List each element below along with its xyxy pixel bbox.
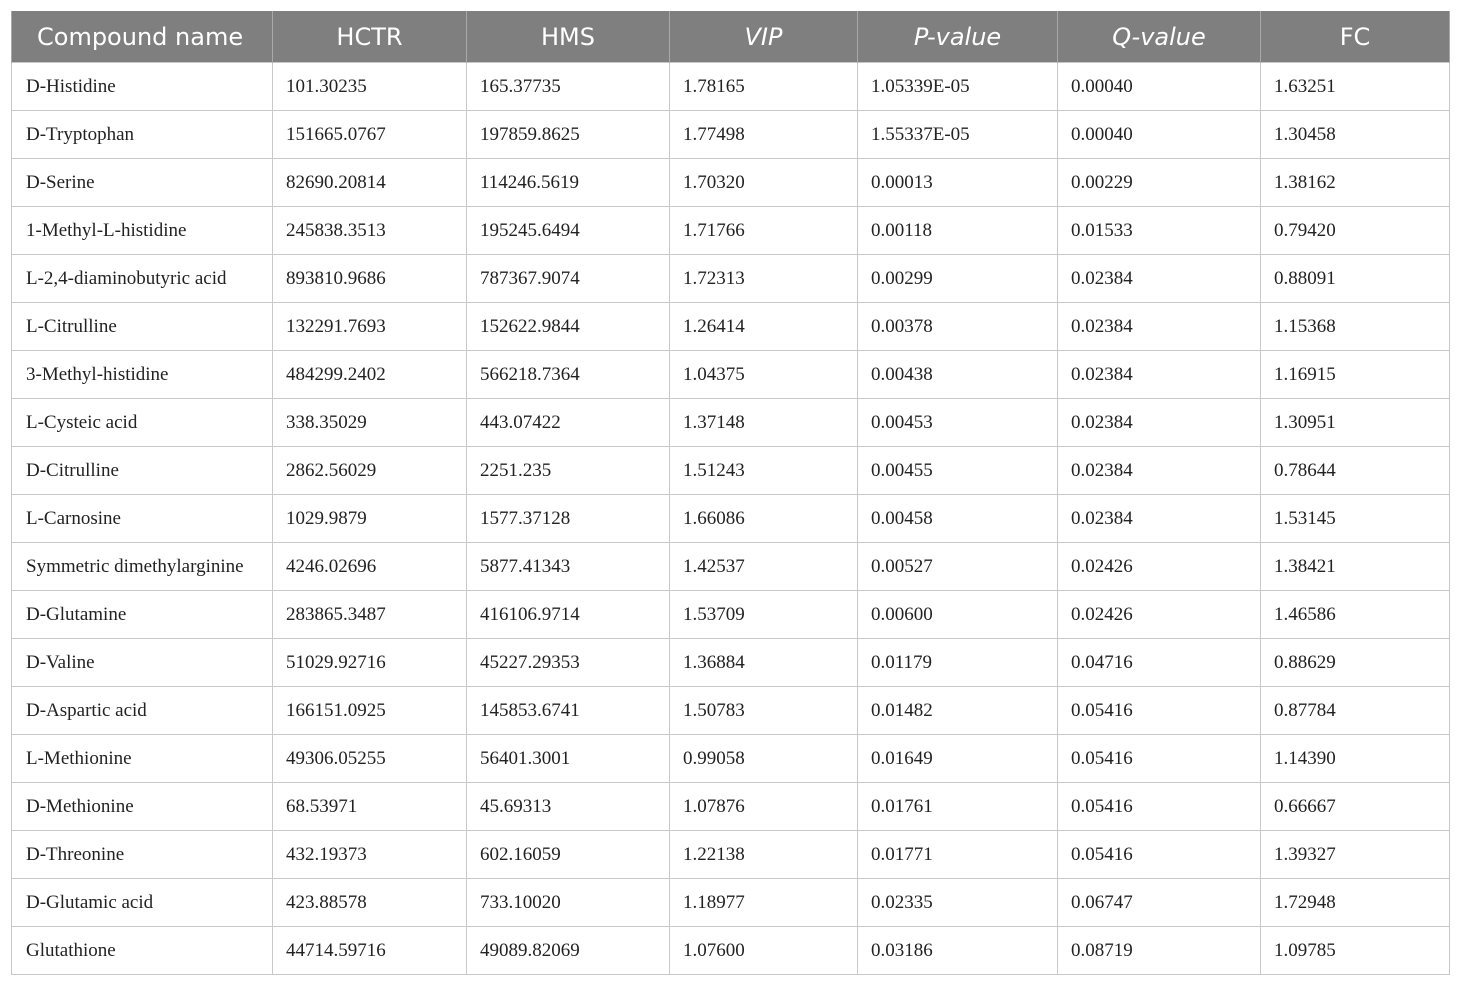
vip-cell: 1.50783 xyxy=(670,687,858,735)
hms-cell: 45227.29353 xyxy=(467,639,670,687)
hctr-cell: 283865.3487 xyxy=(273,591,467,639)
header-fc: FC xyxy=(1261,11,1450,63)
compound-name-cell: D-Aspartic acid xyxy=(12,687,273,735)
compound-name-cell: 1-Methyl-L-histidine xyxy=(12,207,273,255)
p-value-cell: 0.00378 xyxy=(858,303,1058,351)
compound-name-cell: L-Methionine xyxy=(12,735,273,783)
fc-cell: 0.87784 xyxy=(1261,687,1450,735)
hms-cell: 566218.7364 xyxy=(467,351,670,399)
p-value-cell: 0.01649 xyxy=(858,735,1058,783)
q-value-cell: 0.02384 xyxy=(1058,303,1261,351)
fc-cell: 1.38421 xyxy=(1261,543,1450,591)
q-value-cell: 0.02384 xyxy=(1058,495,1261,543)
q-value-cell: 0.05416 xyxy=(1058,831,1261,879)
q-value-cell: 0.05416 xyxy=(1058,687,1261,735)
p-value-cell: 0.01771 xyxy=(858,831,1058,879)
vip-cell: 1.72313 xyxy=(670,255,858,303)
compound-name-cell: D-Serine xyxy=(12,159,273,207)
vip-cell: 1.36884 xyxy=(670,639,858,687)
compound-name-cell: D-Histidine xyxy=(12,63,273,111)
table-row xyxy=(12,639,1450,687)
fc-cell: 0.66667 xyxy=(1261,783,1450,831)
q-value-cell: 0.06747 xyxy=(1058,879,1261,927)
table-row xyxy=(12,687,1450,735)
q-value-cell: 0.05416 xyxy=(1058,735,1261,783)
q-value-cell: 0.00040 xyxy=(1058,63,1261,111)
p-value-cell: 0.00600 xyxy=(858,591,1058,639)
table-row xyxy=(12,399,1450,447)
table-row xyxy=(12,495,1450,543)
hctr-cell: 82690.20814 xyxy=(273,159,467,207)
vip-cell: 1.66086 xyxy=(670,495,858,543)
table-body xyxy=(12,63,1450,975)
p-value-cell: 0.03186 xyxy=(858,927,1058,975)
compound-name-cell: D-Tryptophan xyxy=(12,111,273,159)
header-hctr: HCTR xyxy=(273,11,467,63)
header-q-value: Q-value xyxy=(1058,11,1261,63)
p-value-cell: 0.00013 xyxy=(858,159,1058,207)
hms-cell: 5877.41343 xyxy=(467,543,670,591)
table-row xyxy=(12,783,1450,831)
table-row xyxy=(12,591,1450,639)
fc-cell: 1.14390 xyxy=(1261,735,1450,783)
fc-cell: 1.15368 xyxy=(1261,303,1450,351)
compound-name-cell: Symmetric dimethylarginine xyxy=(12,543,273,591)
table-row xyxy=(12,159,1450,207)
hms-cell: 114246.5619 xyxy=(467,159,670,207)
hms-cell: 416106.9714 xyxy=(467,591,670,639)
fc-cell: 1.72948 xyxy=(1261,879,1450,927)
hms-cell: 2251.235 xyxy=(467,447,670,495)
q-value-cell: 0.00229 xyxy=(1058,159,1261,207)
vip-cell: 1.51243 xyxy=(670,447,858,495)
p-value-cell: 0.00455 xyxy=(858,447,1058,495)
q-value-cell: 0.00040 xyxy=(1058,111,1261,159)
q-value-cell: 0.02384 xyxy=(1058,447,1261,495)
table-row xyxy=(12,207,1450,255)
hms-cell: 1577.37128 xyxy=(467,495,670,543)
table-row xyxy=(12,927,1450,975)
fc-cell: 1.38162 xyxy=(1261,159,1450,207)
compound-table xyxy=(11,11,1450,975)
p-value-cell: 0.00458 xyxy=(858,495,1058,543)
compound-name-cell: 3-Methyl-histidine xyxy=(12,351,273,399)
compound-name-cell: D-Citrulline xyxy=(12,447,273,495)
p-value-cell: 0.01761 xyxy=(858,783,1058,831)
hms-cell: 602.16059 xyxy=(467,831,670,879)
compound-name-cell: D-Valine xyxy=(12,639,273,687)
vip-cell: 1.71766 xyxy=(670,207,858,255)
hctr-cell: 51029.92716 xyxy=(273,639,467,687)
hctr-cell: 423.88578 xyxy=(273,879,467,927)
p-value-cell: 1.05339E-05 xyxy=(858,63,1058,111)
hctr-cell: 893810.9686 xyxy=(273,255,467,303)
p-value-cell: 1.55337E-05 xyxy=(858,111,1058,159)
compound-name-cell: D-Glutamine xyxy=(12,591,273,639)
table-row xyxy=(12,879,1450,927)
hms-cell: 195245.6494 xyxy=(467,207,670,255)
hctr-cell: 432.19373 xyxy=(273,831,467,879)
fc-cell: 1.30458 xyxy=(1261,111,1450,159)
vip-cell: 1.04375 xyxy=(670,351,858,399)
q-value-cell: 0.02426 xyxy=(1058,591,1261,639)
hctr-cell: 166151.0925 xyxy=(273,687,467,735)
hms-cell: 152622.9844 xyxy=(467,303,670,351)
fc-cell: 1.30951 xyxy=(1261,399,1450,447)
fc-cell: 0.79420 xyxy=(1261,207,1450,255)
fc-cell: 1.39327 xyxy=(1261,831,1450,879)
hctr-cell: 245838.3513 xyxy=(273,207,467,255)
table-row xyxy=(12,735,1450,783)
hctr-cell: 4246.02696 xyxy=(273,543,467,591)
q-value-cell: 0.02384 xyxy=(1058,351,1261,399)
vip-cell: 1.18977 xyxy=(670,879,858,927)
p-value-cell: 0.00453 xyxy=(858,399,1058,447)
p-value-cell: 0.00527 xyxy=(858,543,1058,591)
p-value-cell: 0.01179 xyxy=(858,639,1058,687)
q-value-cell: 0.04716 xyxy=(1058,639,1261,687)
hctr-cell: 132291.7693 xyxy=(273,303,467,351)
hms-cell: 165.37735 xyxy=(467,63,670,111)
table-row xyxy=(12,351,1450,399)
header-hms: HMS xyxy=(467,11,670,63)
table-row xyxy=(12,111,1450,159)
hms-cell: 56401.3001 xyxy=(467,735,670,783)
fc-cell: 0.78644 xyxy=(1261,447,1450,495)
compound-name-cell: L-Carnosine xyxy=(12,495,273,543)
hms-cell: 45.69313 xyxy=(467,783,670,831)
compound-name-cell: D-Methionine xyxy=(12,783,273,831)
table-row xyxy=(12,447,1450,495)
hms-cell: 443.07422 xyxy=(467,399,670,447)
vip-cell: 1.22138 xyxy=(670,831,858,879)
q-value-cell: 0.08719 xyxy=(1058,927,1261,975)
fc-cell: 1.53145 xyxy=(1261,495,1450,543)
header-row xyxy=(12,11,1450,63)
hctr-cell: 484299.2402 xyxy=(273,351,467,399)
hctr-cell: 338.35029 xyxy=(273,399,467,447)
hctr-cell: 68.53971 xyxy=(273,783,467,831)
vip-cell: 1.42537 xyxy=(670,543,858,591)
p-value-cell: 0.00438 xyxy=(858,351,1058,399)
vip-cell: 1.77498 xyxy=(670,111,858,159)
q-value-cell: 0.02426 xyxy=(1058,543,1261,591)
fc-cell: 1.46586 xyxy=(1261,591,1450,639)
vip-cell: 1.07876 xyxy=(670,783,858,831)
compound-name-cell: L-Citrulline xyxy=(12,303,273,351)
q-value-cell: 0.02384 xyxy=(1058,399,1261,447)
table-row xyxy=(12,63,1450,111)
p-value-cell: 0.01482 xyxy=(858,687,1058,735)
vip-cell: 1.70320 xyxy=(670,159,858,207)
hctr-cell: 49306.05255 xyxy=(273,735,467,783)
compound-name-cell: L-2,4-diaminobutyric acid xyxy=(12,255,273,303)
q-value-cell: 0.02384 xyxy=(1058,255,1261,303)
table-row xyxy=(12,831,1450,879)
vip-cell: 1.37148 xyxy=(670,399,858,447)
table-row xyxy=(12,255,1450,303)
hctr-cell: 151665.0767 xyxy=(273,111,467,159)
header-compound-name: Compound name xyxy=(12,11,273,63)
header-vip: VIP xyxy=(670,11,858,63)
hctr-cell: 101.30235 xyxy=(273,63,467,111)
compound-name-cell: D-Glutamic acid xyxy=(12,879,273,927)
q-value-cell: 0.05416 xyxy=(1058,783,1261,831)
header-p-value: P-value xyxy=(858,11,1058,63)
q-value-cell: 0.01533 xyxy=(1058,207,1261,255)
hms-cell: 787367.9074 xyxy=(467,255,670,303)
hms-cell: 145853.6741 xyxy=(467,687,670,735)
table-row xyxy=(12,303,1450,351)
hctr-cell: 1029.9879 xyxy=(273,495,467,543)
compound-name-cell: Glutathione xyxy=(12,927,273,975)
fc-cell: 1.16915 xyxy=(1261,351,1450,399)
table-row xyxy=(12,543,1450,591)
hms-cell: 197859.8625 xyxy=(467,111,670,159)
fc-cell: 1.63251 xyxy=(1261,63,1450,111)
compound-name-cell: L-Cysteic acid xyxy=(12,399,273,447)
vip-cell: 1.53709 xyxy=(670,591,858,639)
hctr-cell: 44714.59716 xyxy=(273,927,467,975)
data-table-container xyxy=(11,11,1449,975)
hms-cell: 733.10020 xyxy=(467,879,670,927)
vip-cell: 0.99058 xyxy=(670,735,858,783)
vip-cell: 1.26414 xyxy=(670,303,858,351)
p-value-cell: 0.02335 xyxy=(858,879,1058,927)
compound-name-cell: D-Threonine xyxy=(12,831,273,879)
vip-cell: 1.78165 xyxy=(670,63,858,111)
p-value-cell: 0.00299 xyxy=(858,255,1058,303)
hctr-cell: 2862.56029 xyxy=(273,447,467,495)
fc-cell: 0.88091 xyxy=(1261,255,1450,303)
hms-cell: 49089.82069 xyxy=(467,927,670,975)
p-value-cell: 0.00118 xyxy=(858,207,1058,255)
vip-cell: 1.07600 xyxy=(670,927,858,975)
fc-cell: 0.88629 xyxy=(1261,639,1450,687)
fc-cell: 1.09785 xyxy=(1261,927,1450,975)
